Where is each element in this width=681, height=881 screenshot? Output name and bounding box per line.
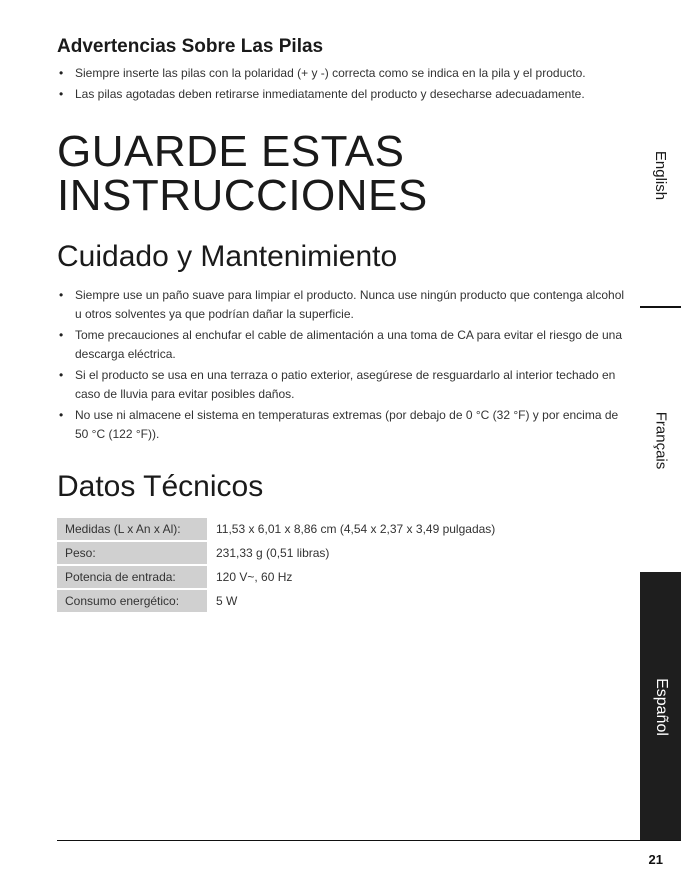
save-instructions-title [57,127,632,220]
care-list [57,286,632,444]
tab-label: Français [652,411,669,469]
spec-label: Medidas (L x An x Al): [57,518,207,540]
table-row [57,542,503,564]
specs-table [57,516,503,614]
spec-value: 11,53 x 6,01 x 8,86 cm (4,54 x 2,37 x 3,49 pulgadas) [216,522,496,536]
specs-heading: Datos Técnicos [57,470,264,503]
list-item: • Las pilas agotadas deben retirarse inmediatamente del producto y desecharse adecuadamente. [57,85,632,104]
spec-label: Potencia de entrada: [57,566,207,588]
table-row [57,518,503,540]
tab-label: Español [652,677,670,736]
battery-warnings-list [57,64,632,104]
tab-divider [640,306,681,308]
spec-label: Peso: [57,542,207,564]
title-line: INSTRUCCIONES [57,171,428,220]
page-number: 21 [648,852,663,867]
spec-value: 231,33 g (0,51 libras) [216,546,330,560]
spec-label: Consumo energético: [57,590,207,612]
list-item: • Siempre use un paño suave para limpiar el producto. Nunca use ningún producto que contenga alcohol u otros solventes ya que podrían dañar la superficie. [57,286,632,324]
title-line: GUARDE ESTAS [57,127,405,176]
tab-english[interactable] [640,140,681,210]
list-item: • Si el producto se usa en una terraza o patio exterior, asegúrese de resguardarlo al interior techado en caso de lluvia para evitar posibles daños. [57,366,632,404]
table-row [57,566,503,588]
footer-divider [57,840,681,841]
list-item: • Siempre inserte las pilas con la polaridad (+ y -) correcta como se indica en la pila y el producto. [57,64,632,83]
spec-value: 5 W [216,594,238,608]
list-item: • No use ni almacene el sistema en temperaturas extremas (por debajo de 0 °C (32 °F) y por encima de 50 °C (122 °F)). [57,406,632,444]
care-heading: Cuidado y Mantenimiento [57,240,398,273]
tab-espanol[interactable] [640,572,681,841]
list-item: • Tome precauciones al enchufar el cable de alimentación a una toma de CA para evitar el riesgo de una descarga eléctrica. [57,326,632,364]
tab-francais[interactable] [640,400,681,480]
tab-label: English [652,150,670,200]
page-content [57,36,632,614]
spec-value: 120 V~, 60 Hz [216,570,293,584]
table-row [57,590,503,612]
battery-warnings-heading: Advertencias Sobre Las Pilas [57,36,324,57]
